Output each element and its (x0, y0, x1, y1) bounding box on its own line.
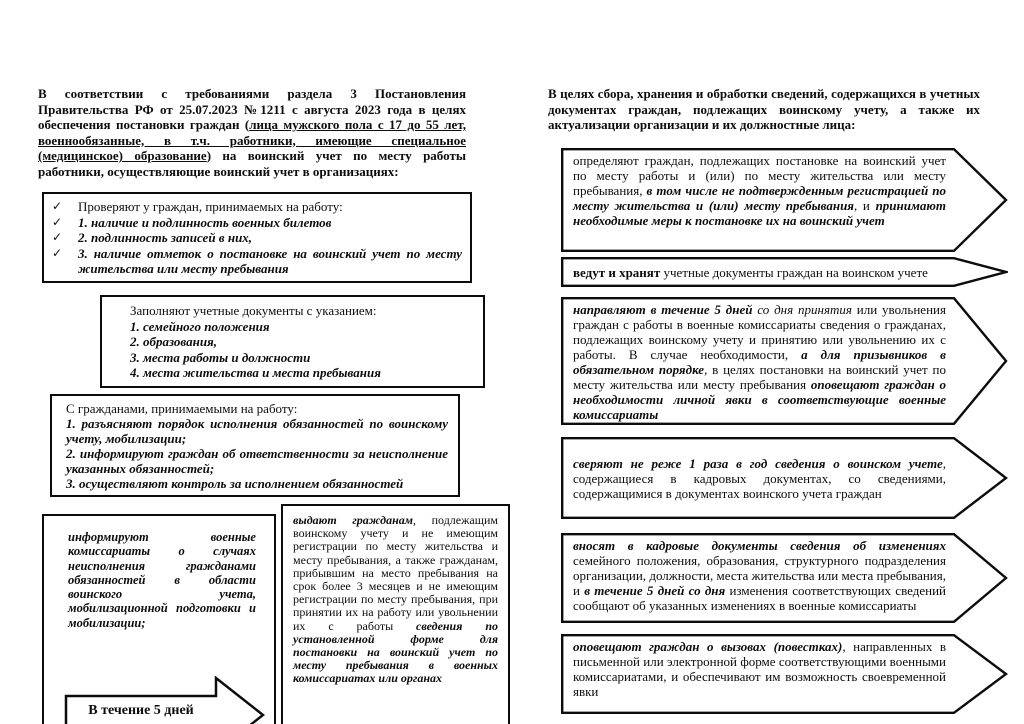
update-records-arrow-box (561, 533, 1008, 623)
identify-citizens-arrow-box (561, 148, 1008, 252)
keep-documents-text-wrap (561, 257, 1008, 287)
issue-info-box: выдают гражданам, подлежащим воинскому учету и не имеющим регистрации по месту жительства и месту пребывания, а также гражданам, прибывшим на место пребывания на срок более 3 месяцев и не имеющим регистрации по месту пребывания, при принятии их на работу или увольнении их с работы сведения по установленной форме для постановки на воинский учет по месту пребывания в военных комиссариатах или органах (281, 504, 510, 724)
text-line: 4. места жительства и места пребывания (130, 365, 381, 380)
five-days-arrow (64, 676, 266, 724)
verify-documents-list (52, 199, 462, 277)
check-icon: ✓ (52, 214, 63, 229)
text-line: 1. семейного положения (130, 318, 270, 334)
text-line: 2. образования, (130, 334, 218, 349)
check-icon: ✓ (52, 199, 63, 213)
update-records-text: вносят в кадровые документы сведения об изменениях семейного положения, образования, структурного подразделения организации, должности, места жительства или места пребывания, и в течение 5 дней со дня изменения соответствующих сведений сообщают об указанных изменениях в военные комиссариаты (573, 538, 946, 613)
check-icon: ✓ (52, 230, 63, 244)
annual-check-text: сверяют не реже 1 раза в год сведения о воинском учете, содержащиеся в кадровых документах, со сведениями, содержащимися в документах воинского учета граждан (573, 456, 946, 501)
annual-check-text-wrap (561, 437, 1008, 519)
text-line: ✓ 3. наличие отметок о постановке на воинский учет по месту жительства или месту пребывания (52, 245, 462, 276)
notify-summons-arrow-box (561, 634, 1008, 714)
five-days-arrow-label: В течение 5 дней (88, 703, 194, 718)
hired-citizens-list (66, 401, 448, 491)
text-line: Заполняют учетные документы с указанием: (130, 303, 377, 318)
fill-documents-list (130, 303, 473, 381)
inform-commissariats-box: информируют военные комиссариаты о случаях неисполнения гражданами обязанностей в области воинского учета, мобилизационной подготовки и мобилизации; (42, 514, 276, 724)
notify-summons-text: оповещают граждан о вызовах (повестках), направленных в письменной или электронной форме соответствующими военными комиссариатами, и обеспечивают им возможность своевременной явки (573, 639, 947, 699)
text-line: 3. места работы и должности (130, 349, 311, 365)
annual-check-arrow-box (561, 437, 1008, 519)
left-intro-paragraph: В соответствии с требованиями раздела 3 Постановления Правительства РФ от 25.07.2023 №1211 с августа 2023 года в целях обеспечения постановки граждан (лица мужского пола с 17 до 55 лет, военнообязанные, в т.ч. работники, имеющие специальное (медицинское) образование) на воинский учет по месту работы работники, осуществляющие воинский учет в организациях: (38, 86, 466, 179)
text-line: 1. разъясняют порядок исполнения обязанностей по воинскому учету, мобилизации; (66, 416, 448, 446)
identify-citizens-text: определяют граждан, подлежащих постановке на воинский учет по месту работы и (или) по месту жительства или месту пребывания, в том числе не подтвержденным регистрацией по месту жительства и (или) месту пребывания, и принимают необходимые меры к постановке их на воинский учет (573, 153, 946, 228)
hired-citizens-box (50, 394, 460, 497)
text-line: ✓ 2. подлинность записей в них, (52, 230, 253, 245)
fill-documents-box (100, 295, 485, 388)
verify-documents-box (42, 192, 472, 283)
keep-documents-text: ведут и хранят учетные документы граждан на воинском учете (573, 265, 928, 280)
text-line: ✓ Проверяют у граждан, принимаемых на работу: (52, 199, 343, 214)
text-line: ✓ 1. наличие и подлинность военных билетов (52, 214, 332, 230)
right-intro-paragraph: В целях сбора, хранения и обработки сведений, содержащихся в учетных документах граждан, подлежащих воинскому учету, а также их актуализации организации и их должностные лица: (548, 86, 980, 132)
keep-documents-arrow-box (561, 257, 1008, 287)
send-info-arrow-box (561, 297, 1008, 425)
check-icon: ✓ (52, 245, 63, 260)
text-line: С гражданами, принимаемыми на работу: (66, 401, 298, 416)
send-info-text: направляют в течение 5 дней со дня принятия или увольнения граждан с работы в военные комиссариаты сведения о гражданах, подлежащих воинскому учету и принятию или увольнению их с работы. В случае необходимости, а для призывников в обязательном порядке, в целях постановки на воинский учет по месту жительства или месту пребывания оповещают граждан о необходимости личной явки в соответствующие военные комиссариаты (573, 302, 946, 422)
text-line: 3. осуществляют контроль за исполнением обязанностей (66, 476, 404, 491)
text-line: 2. информируют граждан об ответственности за неисполнение указанных обязанностей; (66, 446, 448, 476)
